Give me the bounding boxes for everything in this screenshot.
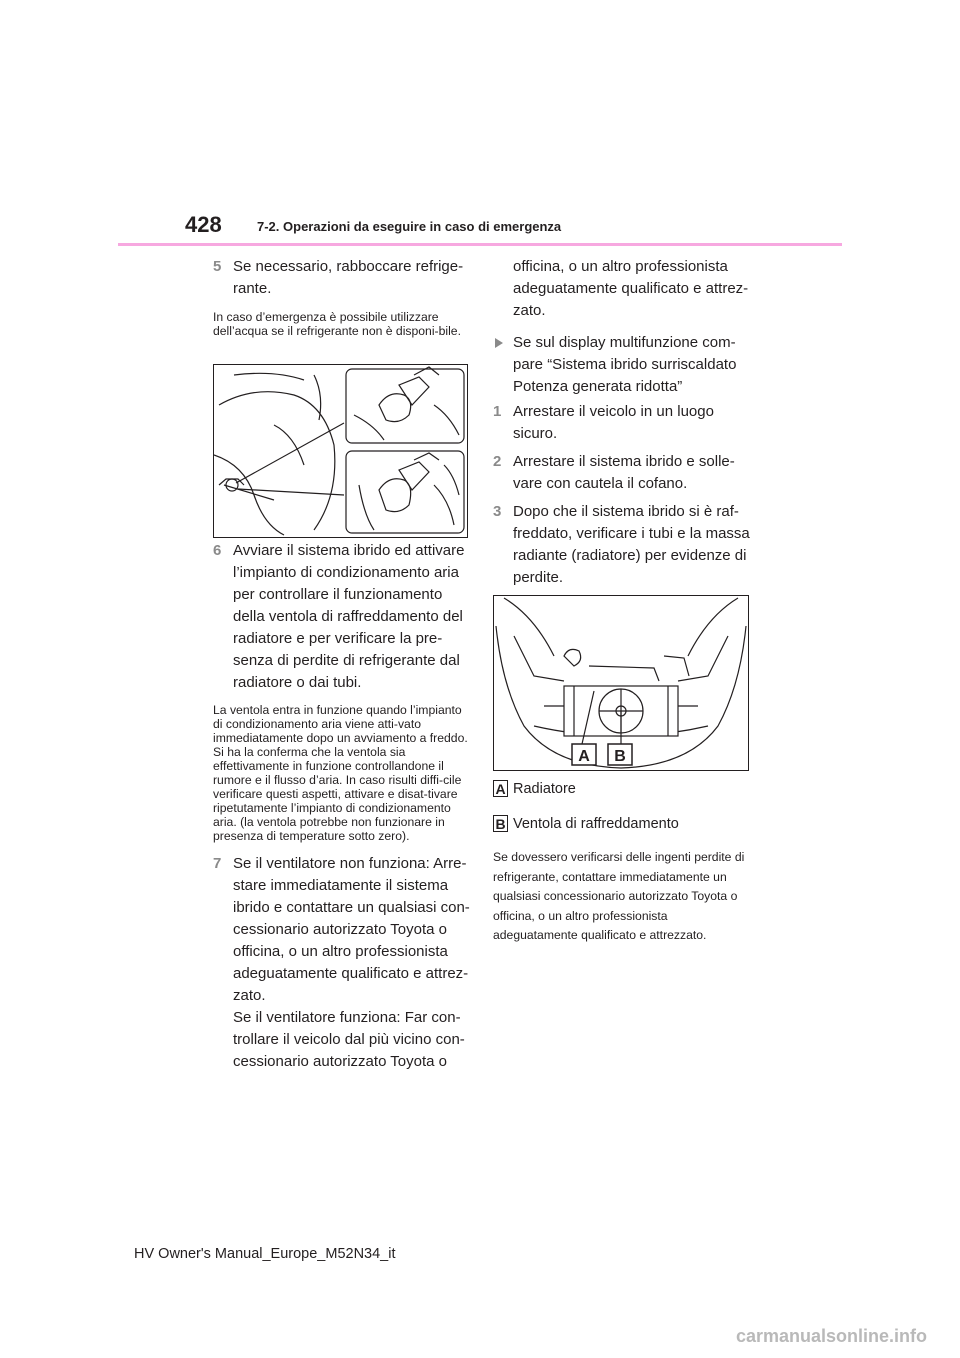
legend-key: A <box>493 780 508 797</box>
right-column <box>493 256 755 589</box>
step-number: 7 <box>213 855 222 872</box>
step-text-2: Se il ventilatore funziona: Far con-trollare il veicolo dal più vicino con-cessionario autorizzato Toyota o <box>233 1009 465 1070</box>
triangle-bullet-icon <box>495 338 503 348</box>
coolant-refill-illustration <box>213 364 468 538</box>
legend-item-b <box>493 815 679 832</box>
legend-item-a <box>493 780 576 797</box>
step-r3 <box>493 501 755 589</box>
step-text: Se necessario, rabboccare refrige-rante. <box>233 258 464 297</box>
legend-label: Ventola di raffreddamento <box>513 815 679 832</box>
legend-key: B <box>493 815 508 832</box>
radiator-illustration <box>493 595 749 771</box>
page-number: 428 <box>185 212 222 237</box>
sub-heading <box>493 332 755 398</box>
left-column-lower <box>213 540 473 1073</box>
left-column <box>213 256 473 338</box>
step-5 <box>213 256 473 300</box>
step-text: Se il ventilatore non funziona: Arre-stare immediatamente il sistema ibrido e contattare un qualsiasi con-cessionario autorizzato Toyota o officina, o un altro professionista adeguatamente qualificato e attrez-zato. <box>233 855 470 1004</box>
step-text: Avviare il sistema ibrido ed attivare l’impianto di condizionamento aria per controllare il funzionamento della ventola di raffreddamento del radiatore e per verificare la pre-senza di perdite di refrigerante dal radiatore o dai tubi. <box>233 542 465 691</box>
label-b: B <box>614 748 626 765</box>
step-number: 3 <box>493 503 502 520</box>
step-r2 <box>493 451 755 495</box>
continued-text: officina, o un altro professionista adeguatamente qualificato e attrez-zato. <box>513 258 749 319</box>
refill-drawing <box>214 365 467 537</box>
step-7 <box>213 853 473 1073</box>
note-coolant: In caso d’emergenza è possibile utilizzare dell’acqua se il refrigerante non è disponi-bile. <box>213 310 461 338</box>
sub-heading-text: Se sul display multifunzione com-pare “Sistema ibrido surriscaldato Potenza generata ridotta” <box>513 334 737 395</box>
step-r1 <box>493 401 755 445</box>
step-number: 1 <box>493 403 502 420</box>
step-number: 2 <box>493 453 502 470</box>
header-rule <box>118 243 842 246</box>
step-text: Dopo che il sistema ibrido si è raf-freddato, verificare i tubi e la massa radiante (radiatore) per evidenze di perdite. <box>513 503 750 586</box>
label-a: A <box>578 748 590 765</box>
section-title: 7-2. Operazioni da eseguire in caso di emergenza <box>257 219 562 234</box>
note-fan: La ventola entra in funzione quando l’impianto di condizionamento aria viene atti-vato immediatamente dopo un avviamento a freddo. Si ha la conferma che la ventola sia effettivamente in funzione controllandone il rumore e il flusso d’aria. In caso risulti diffi-cile verificare questi aspetti, attivare e disat-tivare ripetutamente l’impianto di condizionamento aria. (la ventola potrebbe non funzionare in presenza di temperature sotto zero). <box>213 703 468 843</box>
step-text: Arrestare il veicolo in un luogo sicuro. <box>513 403 714 442</box>
legend-label: Radiatore <box>513 780 576 797</box>
note-leak: Se dovessero verificarsi delle ingenti perdite di refrigerante, contattare immediatamente un qualsiasi concessionario autorizzato Toyota o officina, o un altro professionista adeguatamente qualificato e attrezzato. <box>493 850 745 942</box>
watermark-brand: carmanualsonline.info <box>736 1326 928 1346</box>
footer-text: HV Owner's Manual_Europe_M52N34_it <box>134 1246 396 1262</box>
step-6 <box>213 540 473 694</box>
step-number: 5 <box>213 258 222 275</box>
step-text: Arrestare il sistema ibrido e solle-vare con cautela il cofano. <box>513 453 735 492</box>
radiator-drawing <box>494 596 748 770</box>
step-number: 6 <box>213 542 222 559</box>
